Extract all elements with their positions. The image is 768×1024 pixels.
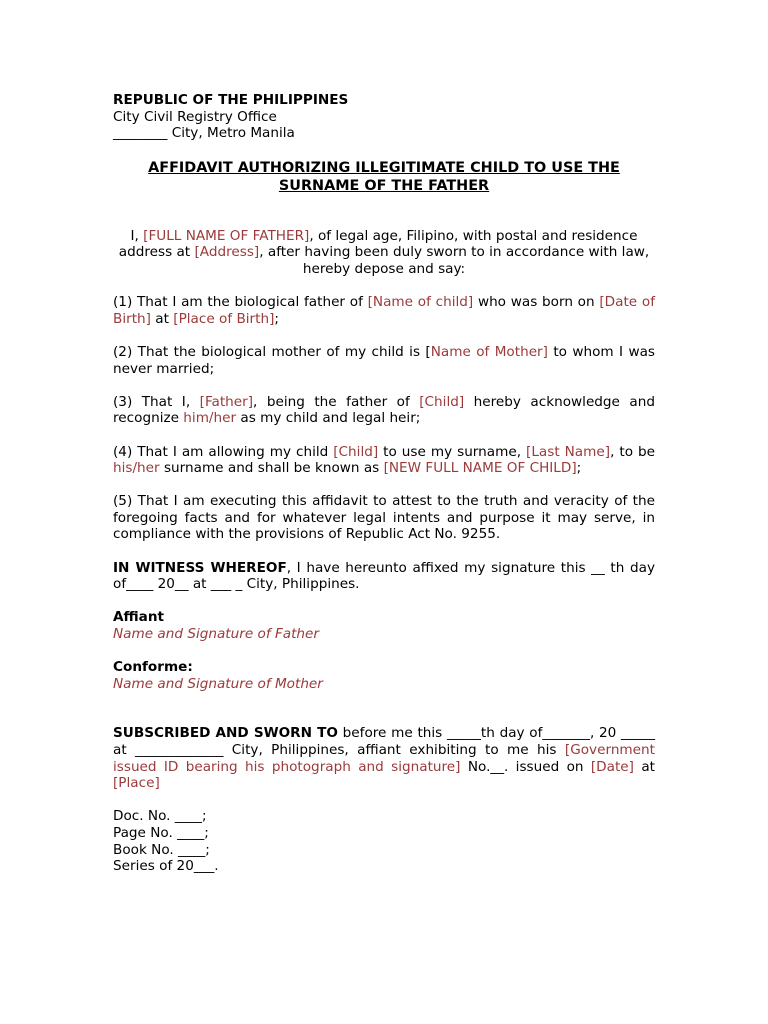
clause-text: (2) That the biological mother of my child is [: [113, 343, 431, 360]
clause-text: (1) That I am the biological father of: [113, 294, 368, 311]
placeholder-date: [Date]: [590, 758, 634, 775]
jurat-text: before me this _____th day of_______, 20 _____ at _____________ City, Philippines, affiant exhibiting to me his: [113, 725, 655, 758]
placeholder-place-of-birth: [Place of Birth]: [173, 310, 275, 327]
book-number: Book No. ____;: [113, 841, 210, 858]
affiant-signature-line: Name and Signature of Father: [113, 626, 319, 643]
placeholder-last-name: [Last Name]: [526, 443, 611, 460]
clause-5: [113, 493, 655, 543]
clause-text: to whom I was never married;: [113, 343, 655, 377]
placeholder-address: [Address]: [194, 244, 260, 261]
affidavit-document: [113, 92, 655, 875]
clause-text: at: [150, 310, 174, 327]
page-number: Page No. ____;: [113, 824, 209, 841]
country-heading: REPUBLIC OF THE PHILIPPINES: [113, 92, 349, 108]
placeholder-place: [Place]: [113, 775, 160, 792]
intro-text: , after having been duly sworn to in accordance with law, hereby depose and say:: [259, 244, 650, 277]
clause-text: ;: [274, 310, 279, 327]
jurat-paragraph: [113, 725, 655, 791]
clause-text: hereby acknowledge and recognize: [113, 393, 655, 427]
city-line: ________ City, Metro Manila: [113, 125, 295, 142]
document-title: AFFIDAVIT AUTHORIZING ILLEGITIMATE CHILD TO USE THE SURNAME OF THE FATHER: [148, 159, 620, 194]
clause-4: [113, 444, 655, 477]
clause-text: , being the father of: [253, 393, 420, 410]
jurat-text: No.__. issued on: [460, 758, 591, 775]
conforme-signature-line: Name and Signature of Mother: [113, 675, 323, 692]
placeholder-child-name: [Name of child]: [367, 294, 474, 311]
clause-text: (3) That I,: [113, 393, 200, 410]
clause-1: [113, 294, 655, 327]
witness-heading: IN WITNESS WHEREOF: [113, 559, 287, 576]
intro-text: I,: [130, 227, 144, 244]
placeholder-child: [Child]: [419, 393, 465, 410]
clause-text: (4) That I am allowing my child: [113, 443, 334, 460]
placeholder-his-her: his/her: [113, 460, 160, 477]
clause-2: [113, 344, 655, 377]
doc-number: Doc. No. ____;: [113, 808, 207, 825]
witness-paragraph: [113, 560, 655, 593]
clause-text: surname and shall be known as: [159, 460, 384, 477]
placeholder-mother-name: Name of Mother]: [430, 343, 548, 360]
clause-text: , to be: [610, 443, 656, 460]
intro-paragraph: [113, 228, 655, 278]
placeholder-father: [Father]: [199, 393, 254, 410]
jurat-heading: SUBSCRIBED AND SWORN TO: [113, 725, 338, 742]
registry-office: City Civil Registry Office: [113, 108, 277, 125]
intro-text: , of legal age, Filipino, with postal and residence address at: [118, 227, 638, 261]
witness-text: , I have hereunto affixed my signature this __ th day of____ 20__ at ___ _ City, Philippines.: [113, 559, 655, 593]
jurat-text: at: [633, 758, 655, 775]
placeholder-date-of-birth: [Date of Birth]: [113, 294, 656, 327]
clause-text: as my child and legal heir;: [236, 410, 421, 427]
conforme-label: Conforme:: [113, 659, 193, 676]
clause-text: who was born on: [473, 294, 600, 311]
clause-text: ;: [576, 460, 582, 477]
clause-text: to use my surname,: [378, 443, 527, 460]
series-year: Series of 20___.: [113, 858, 219, 875]
placeholder-government-id: [Government issued ID bearing his photograph and signature]: [113, 742, 655, 775]
notarial-register: [113, 808, 655, 874]
affiant-label: Affiant: [113, 609, 165, 626]
clause-text: (5) That I am executing this affidavit to attest to the truth and veracity of the foregoing facts and for whatever legal intents and purpose it may serve, in compliance with the provisions of Republic Act No. 9255.: [113, 493, 655, 543]
placeholder-him-her: him/her: [183, 410, 237, 427]
clause-3: [113, 394, 655, 427]
placeholder-new-full-name: [NEW FULL NAME OF CHILD]: [383, 460, 577, 477]
placeholder-child: [Child]: [333, 443, 379, 460]
placeholder-father-full-name: [FULL NAME OF FATHER]: [143, 227, 310, 244]
